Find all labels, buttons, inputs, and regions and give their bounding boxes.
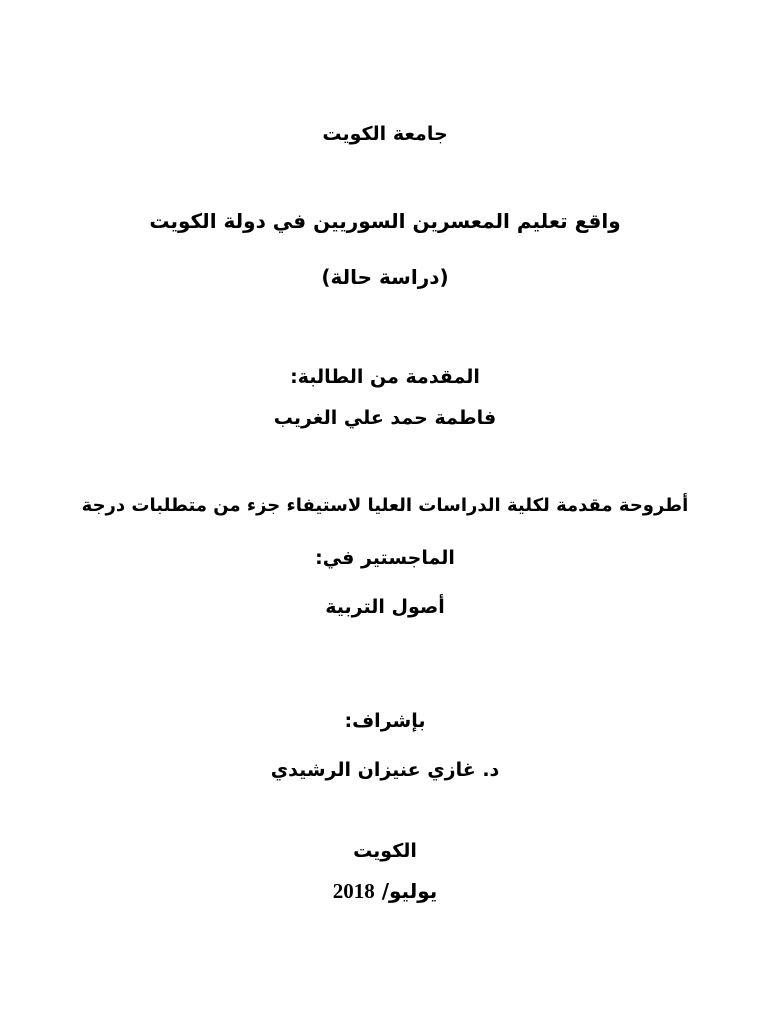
student-name: فاطمة حمد علي الغريب — [273, 407, 497, 429]
date-year: 2018 — [332, 879, 375, 903]
thesis-title: واقع تعليم المعسرين السوريين في دولة الكويت — [149, 209, 621, 233]
thesis-purpose-line-2: الماجستير في: — [315, 547, 455, 569]
date-month: يوليو/ — [381, 879, 438, 903]
thesis-purpose-line-1: أطروحة مقدمة لكلية الدراسات العليا لاستيفاء جزء من متطلبات درجة — [81, 495, 689, 516]
submission-date — [0, 878, 770, 904]
city-name: الكويت — [353, 840, 417, 862]
presented-by-label: المقدمة من الطالبة: — [290, 366, 480, 388]
university-name: جامعة الكويت — [322, 123, 448, 145]
field-of-study: أصول التربية — [325, 596, 445, 618]
supervisor-name: د. غازي عنيزان الرشيدي — [270, 759, 500, 781]
thesis-subtitle: (دراسة حالة) — [321, 265, 449, 289]
supervision-label: بإشراف: — [344, 710, 426, 732]
